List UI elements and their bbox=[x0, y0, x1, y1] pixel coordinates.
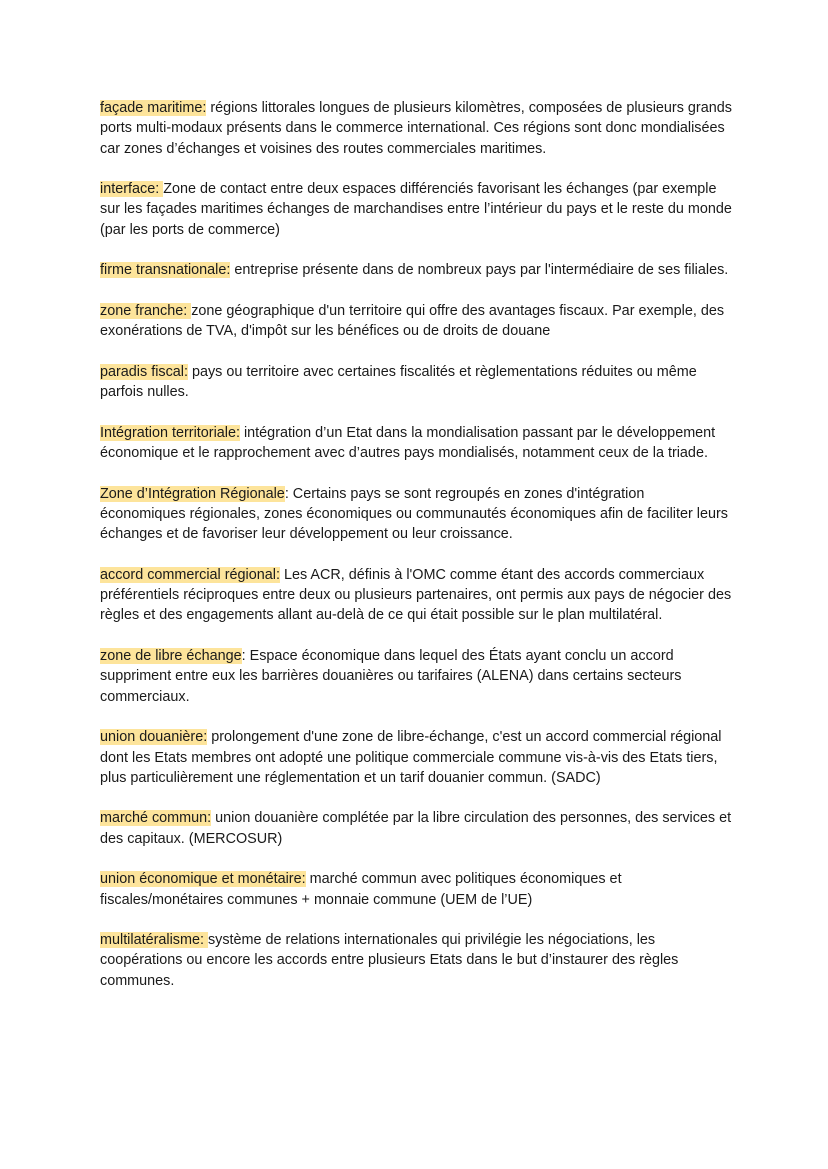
glossary-term: zone franche: bbox=[100, 302, 192, 319]
glossary-entry-accord-commercial-regional bbox=[100, 565, 732, 626]
glossary-term: Zone d’Intégration Régionale bbox=[100, 485, 285, 502]
glossary-term: façade maritime: bbox=[100, 100, 207, 116]
glossary-definition: régions littorales longues de plusieurs kilomètres, composées de plusieurs grands ports multi-modaux présents dans le commerce international. Ces régions sont donc mondialisées car zones d’échanges et voisines des routes commerciales maritimes. bbox=[100, 100, 732, 157]
glossary-definition: marché commun avec politiques économiques et fiscales/monétaires communes + monnaie commune (UEM de l’UE) bbox=[100, 871, 622, 908]
glossary-entry-firme-transnationale bbox=[100, 260, 732, 280]
glossary-definition: union douanière complétée par la libre circulation des personnes, des services et des capitaux. (MERCOSUR) bbox=[100, 810, 732, 847]
glossary-term: union douanière: bbox=[100, 729, 208, 746]
glossary-definition: système de relations internationales qui privilégie les négociations, les coopérations ou encore les accords entre plusieurs Etats dans le but d’instaurer des règles communes. bbox=[100, 932, 679, 989]
glossary-definition: zone géographique d'un territoire qui offre des avantages fiscaux. Par exemple, des exonérations de TVA, d'impôt sur les bénéfices ou de droits de douane bbox=[100, 302, 725, 340]
glossary-entry-facade-maritime bbox=[100, 98, 732, 159]
glossary-term: interface: bbox=[100, 181, 164, 198]
glossary-entry-zone-libre-echange bbox=[100, 646, 732, 707]
glossary-definition: prolongement d'une zone de libre-échange, c'est un accord commercial régional dont les Etats membres ont adopté une politique commerciale commune vis-à-vis des Etats tiers, plus particulièrement une réglementation et un tarif douanier commun. (SADC) bbox=[100, 729, 722, 786]
glossary-entry-zone-integration-regionale bbox=[100, 484, 732, 545]
glossary bbox=[100, 98, 732, 1011]
glossary-entry-union-economique-monetaire bbox=[100, 869, 732, 910]
glossary-term: accord commercial régional: bbox=[100, 566, 280, 583]
glossary-definition: Zone de contact entre deux espaces différenciés favorisant les échanges (par exemple sur les façades maritimes échanges de marchandises entre l’intérieur du pays et le reste du monde (par les ports de commerce) bbox=[100, 181, 732, 238]
glossary-definition: entreprise présente dans de nombreux pays par l'intermédiaire de ses filiales. bbox=[230, 262, 729, 279]
glossary-entry-union-douaniere bbox=[100, 727, 732, 788]
glossary-term: marché commun: bbox=[100, 810, 212, 827]
glossary-term: paradis fiscal: bbox=[100, 363, 188, 380]
glossary-entry-paradis-fiscal bbox=[100, 362, 732, 403]
glossary-entry-integration-territoriale bbox=[100, 423, 732, 464]
glossary-definition: Les ACR, définis à l'OMC comme étant des accords commerciaux préférentiels réciproques entre deux ou plusieurs partenaires, ont permis aux pays de négocier des règles et des engagements allant au-delà de ce qui était possible sur le plan multilatéral. bbox=[100, 566, 732, 624]
glossary-entry-interface bbox=[100, 179, 732, 240]
glossary-definition: pays ou territoire avec certaines fiscalités et règlementations réduites ou même parfois nulles. bbox=[100, 363, 697, 401]
glossary-definition: : Espace économique dans lequel des États ayant conclu un accord suppriment entre eux les barrières douanières ou tarifaires (ALENA) dans certains secteurs commerciaux. bbox=[100, 648, 682, 705]
glossary-term: multilatéralisme: bbox=[100, 932, 208, 949]
glossary-entry-multilateralisme bbox=[100, 930, 732, 991]
glossary-entry-marche-commun bbox=[100, 808, 732, 849]
glossary-term: zone de libre échange bbox=[100, 648, 242, 665]
glossary-term: firme transnationale: bbox=[100, 262, 231, 279]
glossary-definition: intégration d’un Etat dans la mondialisation passant par le développement économique et le rapprochement avec d’autres pays mondialisés, notamment ceux de la triade. bbox=[100, 424, 716, 462]
glossary-definition: : Certains pays se sont regroupés en zones d'intégration économiques régionales, zones économiques ou communautés économiques afin de faciliter leurs échanges et de favoriser leur développement ou leur croissance. bbox=[100, 485, 728, 543]
glossary-term: Intégration territoriale: bbox=[100, 424, 240, 441]
glossary-entry-zone-franche bbox=[100, 301, 732, 342]
glossary-term: union économique et monétaire: bbox=[100, 871, 306, 888]
